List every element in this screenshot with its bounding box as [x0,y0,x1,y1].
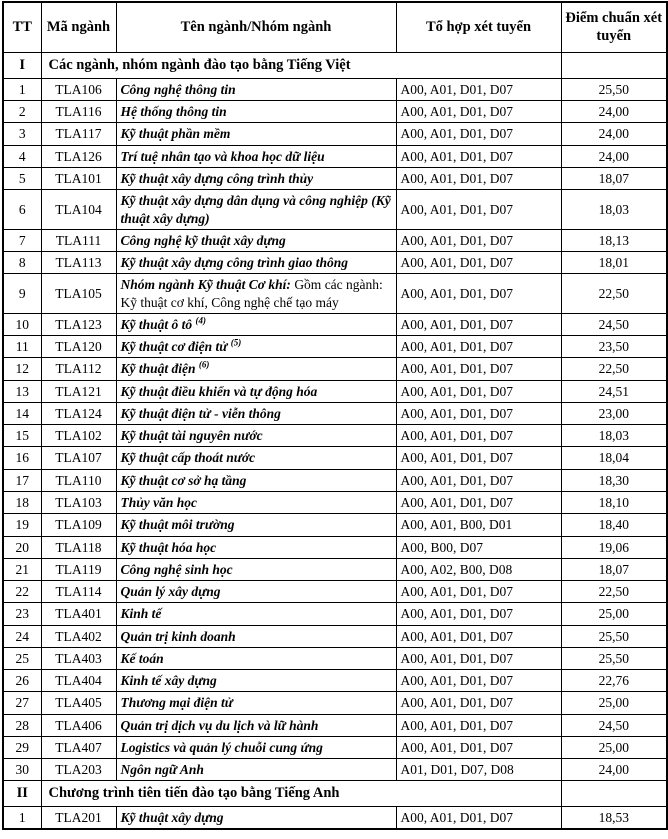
exam-combination: A00, A01, D01, D07 [396,469,561,491]
major-code: TLA102 [41,425,116,447]
table-row [3,190,667,230]
exam-combination: A00, A01, D01, D07 [396,358,561,380]
row-number: 25 [3,647,41,669]
major-name [116,581,396,603]
exam-combination: A00, A02, B00, D08 [396,558,561,580]
table-header [3,2,667,53]
major-name [116,145,396,167]
exam-combination: A00, A01, D01, D07 [396,806,561,829]
exam-combination: A00, A01, D01, D07 [396,229,561,251]
admission-score: 24,00 [561,123,667,145]
table-row [3,336,667,358]
admission-score: 23,50 [561,336,667,358]
major-name-text: Công nghệ thông tin [120,81,236,97]
row-number: 2 [3,101,41,123]
exam-combination: A00, A01, D01, D07 [396,252,561,274]
major-name-text: Quản trị kinh doanh [120,628,236,644]
major-name-text: Kỹ thuật xây dựng dân dụng và công nghiệp (Kỹ thuật xây dựng) [120,193,391,226]
table-row [3,101,667,123]
table-row [3,603,667,625]
admission-score: 25,00 [561,692,667,714]
major-name-text: Thủy văn học [120,494,198,510]
admission-score: 24,00 [561,101,667,123]
major-code: TLA124 [41,402,116,424]
major-name [116,558,396,580]
major-name-text: Kỹ thuật xây dựng [120,809,224,825]
row-number: 23 [3,603,41,625]
major-code: TLA113 [41,252,116,274]
admission-score: 22,50 [561,581,667,603]
major-name [116,123,396,145]
table-row [3,358,667,380]
admission-score: 18,40 [561,514,667,536]
major-name-text: Kỹ thuật xây dựng công trình giao thông [120,255,349,271]
table-row [3,581,667,603]
table-row [3,670,667,692]
major-name [116,274,396,314]
row-number: 29 [3,736,41,758]
row-number: 14 [3,402,41,424]
admission-score: 24,50 [561,313,667,335]
major-name [116,358,396,380]
major-name-text: Hệ thống thông tin [120,104,227,120]
major-code: TLA402 [41,625,116,647]
table-row [3,425,667,447]
major-code: TLA203 [41,759,116,781]
major-name [116,425,396,447]
header-cell-tt: TT [3,2,41,53]
table-row [3,514,667,536]
major-name [116,603,396,625]
row-number: 5 [3,167,41,189]
admission-score: 25,00 [561,603,667,625]
admission-score: 18,03 [561,190,667,230]
header-cell-combo: Tổ hợp xét tuyển [396,2,561,53]
major-name [116,670,396,692]
admission-score: 25,00 [561,736,667,758]
major-name [116,336,396,358]
table-row [3,469,667,491]
admission-score-table [2,1,668,830]
major-name [116,625,396,647]
admission-score: 18,01 [561,252,667,274]
admission-score: 24,00 [561,145,667,167]
table-row [3,252,667,274]
major-name [116,167,396,189]
admission-score: 18,04 [561,447,667,469]
row-number: 1 [3,806,41,829]
row-number: 8 [3,252,41,274]
major-code: TLA120 [41,336,116,358]
exam-combination: A00, A01, D01, D07 [396,647,561,669]
major-name-text: Thương mại điện tử [120,695,233,711]
major-name-text: Kế toán [120,650,164,666]
major-name [116,491,396,513]
major-code: TLA109 [41,514,116,536]
major-name [116,380,396,402]
table-row [3,313,667,335]
major-code: TLA121 [41,380,116,402]
admission-score: 25,50 [561,647,667,669]
section-title: Các ngành, nhóm ngành đào tạo bằng Tiếng Việt [41,53,561,79]
exam-combination: A00, A01, D01, D07 [396,491,561,513]
major-name-text: Logistics và quản lý chuỗi cung ứng [120,739,323,755]
row-number: 24 [3,625,41,647]
row-number: 1 [3,78,41,100]
exam-combination: A00, A01, D01, D07 [396,336,561,358]
major-name [116,469,396,491]
major-name [116,447,396,469]
row-number: 12 [3,358,41,380]
exam-combination: A01, D01, D07, D08 [396,759,561,781]
table-row [3,647,667,669]
admission-score: 19,06 [561,536,667,558]
row-number: 16 [3,447,41,469]
major-name-text: Công nghệ kỹ thuật xây dựng [120,232,286,248]
major-name-text: Kỹ thuật xây dựng công trình thủy [120,170,314,186]
admission-score: 18,07 [561,558,667,580]
major-name-text: Công nghệ sinh học [120,561,233,577]
exam-combination: A00, A01, D01, D07 [396,402,561,424]
exam-combination: A00, A01, D01, D07 [396,692,561,714]
row-number: 19 [3,514,41,536]
row-number: 11 [3,336,41,358]
admission-score: 18,03 [561,425,667,447]
admission-score: 18,10 [561,491,667,513]
major-name [116,806,396,829]
table-row [3,714,667,736]
exam-combination: A00, A01, D01, D07 [396,101,561,123]
row-number: 15 [3,425,41,447]
major-name-text: Kỹ thuật hóa học [120,539,217,555]
major-code: TLA123 [41,313,116,335]
major-name-text: Kỹ thuật cơ điện tử [120,339,231,355]
major-code: TLA104 [41,190,116,230]
exam-combination: A00, A01, D01, D07 [396,380,561,402]
section-row [3,781,667,807]
admission-score: 22,50 [561,358,667,380]
admission-score: 22,76 [561,670,667,692]
major-name [116,692,396,714]
section-title: Chương trình tiên tiến đào tạo bằng Tiếng Anh [41,781,561,807]
admission-score: 24,00 [561,759,667,781]
row-number: 18 [3,491,41,513]
admission-score: 18,07 [561,167,667,189]
admission-score: 18,53 [561,806,667,829]
major-name-text: Kỹ thuật môi trường [120,517,235,533]
exam-combination: A00, A01, D01, D07 [396,167,561,189]
admission-score: 25,50 [561,78,667,100]
table-row [3,692,667,714]
major-code: TLA406 [41,714,116,736]
row-number: 4 [3,145,41,167]
major-name-text: Kỹ thuật điện tử - viễn thông [120,405,281,421]
major-name [116,647,396,669]
major-code: TLA126 [41,145,116,167]
major-code: TLA407 [41,736,116,758]
exam-combination: A00, B00, D07 [396,536,561,558]
major-code: TLA404 [41,670,116,692]
header-cell-name: Tên ngành/Nhóm ngành [116,2,396,53]
major-name [116,190,396,230]
admission-score: 23,00 [561,402,667,424]
section-score-empty [561,781,667,807]
footnote-marker: (6) [198,359,210,370]
major-code: TLA107 [41,447,116,469]
exam-combination: A00, A01, D01, D07 [396,603,561,625]
major-name-text: Ngôn ngữ Anh [120,762,204,778]
exam-combination: A00, A01, D01, D07 [396,190,561,230]
exam-combination: A00, A01, D01, D07 [396,581,561,603]
exam-combination: A00, A01, D01, D07 [396,736,561,758]
table-row [3,759,667,781]
major-name [116,101,396,123]
row-number: 17 [3,469,41,491]
table-row [3,78,667,100]
admission-score: 18,13 [561,229,667,251]
major-name [116,78,396,100]
table-row [3,229,667,251]
section-roman: I [3,53,41,79]
admission-score: 25,50 [561,625,667,647]
major-name-text: Quản lý xây dựng [120,584,221,600]
major-code: TLA116 [41,101,116,123]
major-name [116,536,396,558]
table-row [3,402,667,424]
major-name-text: Kỹ thuật ô tô [120,316,196,332]
major-code: TLA106 [41,78,116,100]
major-code: TLA403 [41,647,116,669]
major-name [116,714,396,736]
major-name [116,736,396,758]
major-name [116,402,396,424]
row-number: 27 [3,692,41,714]
major-name-text: Kinh tế [120,606,162,622]
exam-combination: A00, A01, D01, D07 [396,78,561,100]
major-name-text: Trí tuệ nhân tạo và khoa học dữ liệu [120,148,325,164]
header-cell-score: Điểm chuẩn xét tuyển [561,2,667,53]
section-roman: II [3,781,41,807]
major-code: TLA201 [41,806,116,829]
row-number: 30 [3,759,41,781]
major-code: TLA405 [41,692,116,714]
exam-combination: A00, A01, B00, D01 [396,514,561,536]
table-row [3,123,667,145]
major-name-description: Gồm các ngành: Kỹ thuật cơ khí, Công nghệ chế tạo máy [120,277,383,310]
major-name-text: Kỹ thuật cơ sở hạ tầng [120,472,247,488]
footnote-marker: (5) [230,337,242,348]
major-code: TLA119 [41,558,116,580]
row-number: 22 [3,581,41,603]
table-body [3,53,667,829]
row-number: 7 [3,229,41,251]
row-number: 20 [3,536,41,558]
table-row [3,447,667,469]
admission-score: 24,51 [561,380,667,402]
table-row [3,274,667,314]
major-name-text: Kỹ thuật điện [120,361,199,377]
major-name-text: Kỹ thuật cấp thoát nước [120,450,256,466]
major-code: TLA105 [41,274,116,314]
major-name-text: Kỹ thuật tài nguyên nước [120,428,263,444]
major-name-text: Kỹ thuật phần mềm [120,126,231,142]
exam-combination: A00, A01, D01, D07 [396,123,561,145]
table-row [3,380,667,402]
major-code: TLA114 [41,581,116,603]
major-code: TLA103 [41,491,116,513]
row-number: 6 [3,190,41,230]
major-code: TLA117 [41,123,116,145]
major-code: TLA111 [41,229,116,251]
admission-score: 22,50 [561,274,667,314]
exam-combination: A00, A01, D01, D07 [396,447,561,469]
major-code: TLA101 [41,167,116,189]
table-row [3,806,667,829]
major-name-text: Kỹ thuật điều khiển và tự động hóa [120,383,318,399]
section-score-empty [561,53,667,79]
major-name-text: Quản trị dịch vụ du lịch và lữ hành [120,717,319,733]
table-row [3,558,667,580]
major-name-text: Nhóm ngành Kỹ thuật Cơ khí: [120,277,291,293]
major-name [116,313,396,335]
admission-score: 24,50 [561,714,667,736]
row-number: 9 [3,274,41,314]
exam-combination: A00, A01, D01, D07 [396,625,561,647]
row-number: 21 [3,558,41,580]
row-number: 28 [3,714,41,736]
table-row [3,736,667,758]
major-name [116,252,396,274]
admission-score: 18,30 [561,469,667,491]
major-name-text: Kinh tế xây dựng [120,673,217,689]
table-row [3,145,667,167]
footnote-marker: (4) [195,315,207,326]
row-number: 13 [3,380,41,402]
major-name [116,229,396,251]
major-name [116,759,396,781]
table-row [3,625,667,647]
table-row [3,536,667,558]
major-code: TLA112 [41,358,116,380]
exam-combination: A00, A01, D01, D07 [396,714,561,736]
exam-combination: A00, A01, D01, D07 [396,670,561,692]
major-code: TLA118 [41,536,116,558]
exam-combination: A00, A01, D01, D07 [396,274,561,314]
table-row [3,491,667,513]
row-number: 3 [3,123,41,145]
exam-combination: A00, A01, D01, D07 [396,145,561,167]
major-name [116,514,396,536]
exam-combination: A00, A01, D01, D07 [396,313,561,335]
major-code: TLA110 [41,469,116,491]
header-row [3,2,667,53]
table-row [3,167,667,189]
section-row [3,53,667,79]
row-number: 26 [3,670,41,692]
header-cell-code: Mã ngành [41,2,116,53]
major-code: TLA401 [41,603,116,625]
exam-combination: A00, A01, D01, D07 [396,425,561,447]
row-number: 10 [3,313,41,335]
